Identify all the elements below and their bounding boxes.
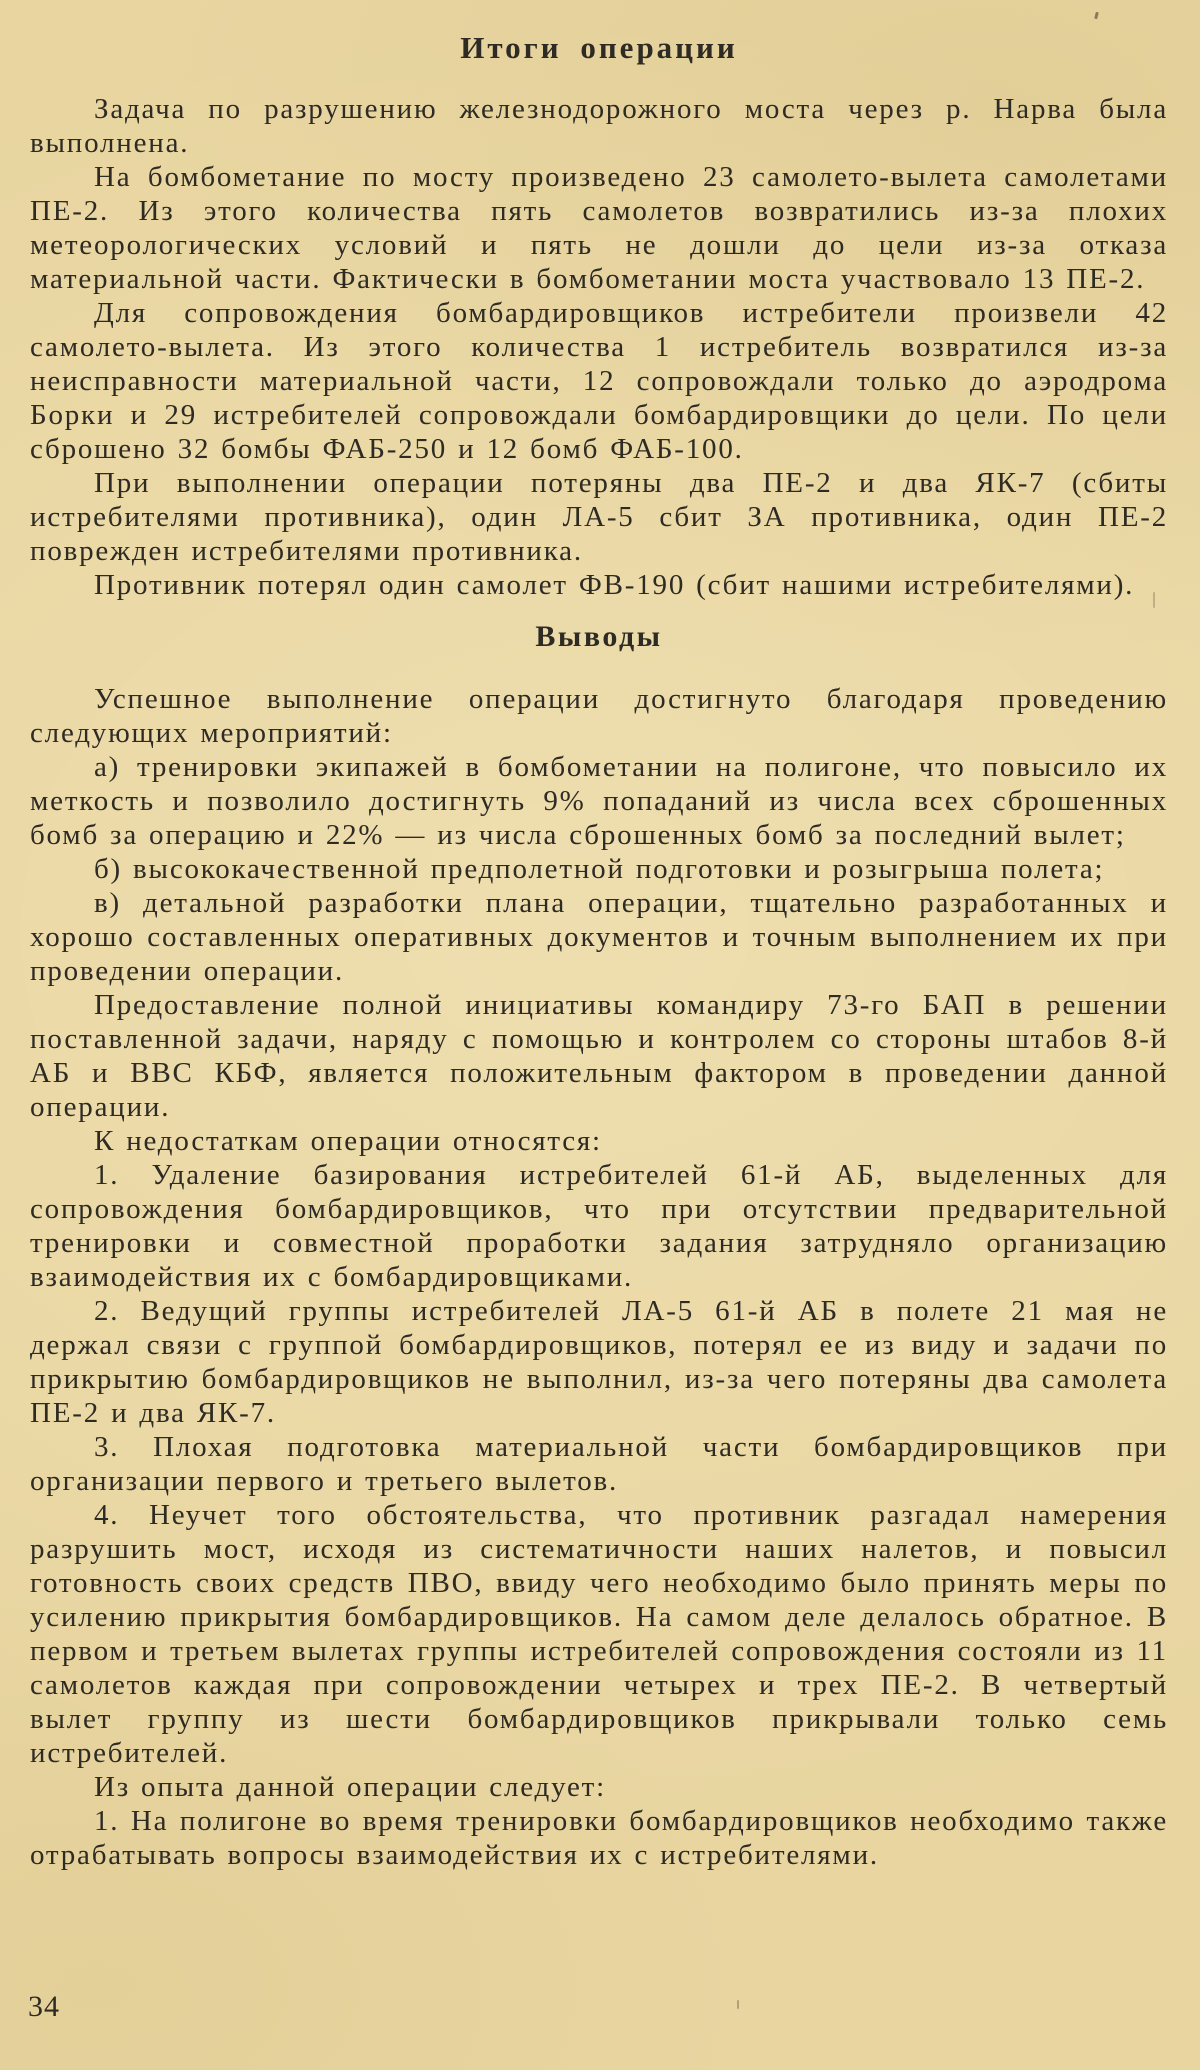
page-number: 34 (28, 1990, 60, 2023)
scan-speck (1153, 592, 1155, 608)
shortcoming-1: 1. Удаление базирования истребителей 61-й АБ, выделенных для сопровождения бомбардировщиков, что при отсутствии предварительной тренировки и совместной проработки задания затрудняло организацию взаимодействия их с бомбардировщиками. (30, 1159, 1168, 1293)
results-paragraph-3: Для сопровождения бомбардировщиков истребители произвели 42 самолето-вылета. Из этого количества 1 истребитель возвратился из-за неисправности материальной части, 12 сопровождали только до аэродрома Борки и 29 истребителей сопровождали бомбардировщики до цели. По цели сброшено 32 бомбы ФАБ-250 и 12 бомб ФАБ-100. (30, 297, 1168, 465)
document-body (30, 92, 1168, 1872)
results-paragraph-1: Задача по разрушению железнодорожного моста через р. Нарва была выполнена. (30, 93, 1168, 159)
conclusions-heading: Выводы (535, 620, 663, 653)
initiative-paragraph: Предоставление полной инициативы командиру 73-го БАП в решении поставленной задачи, наряду с помощью и контролем со стороны штабов 8-й АБ и ВВС КБФ, является положительным фактором в проведении данной операции. (30, 989, 1168, 1123)
results-paragraph-4: При выполнении операции потеряны два ПЕ-2 и два ЯК-7 (сбиты истребителями противника), один ЛА-5 сбит ЗА противника, один ПЕ-2 поврежден истребителями противника. (30, 467, 1168, 567)
shortcoming-4: 4. Неучет того обстоятельства, что противник разгадал намерения разрушить мост, исходя из систематичности наших налетов, и повысил готовность своих средств ПВО, ввиду чего необходимо было принять меры по усилению прикрытия бомбардировщиков. На самом деле делалось обратное. В первом и третьем вылетах группы истребителей сопровождения состояли из 11 самолетов каждая при сопровождении четырех и трех ПЕ-2. В четвертый вылет группу из шести бомбардировщиков прикрывали только семь истребителей. (30, 1499, 1168, 1769)
lessons-intro: Из опыта данной операции следует: (94, 1771, 607, 1803)
scan-speck (737, 2000, 739, 2009)
section-title: Итоги операции (460, 30, 738, 65)
shortcoming-2: 2. Ведущий группы истребителей ЛА-5 61-й АБ в полете 21 мая не держал связи с группой бомбардировщиков, потерял ее из виду и задачи по прикрытию бомбардировщиков не выполнил, из-за чего потеряны два самолета ПЕ-2 и два ЯК-7. (30, 1295, 1168, 1429)
shortcomings-intro: К недостаткам операции относятся: (94, 1125, 602, 1157)
shortcoming-3: 3. Плохая подготовка материальной части бомбардировщиков при организации первого и третьего вылетов. (30, 1431, 1168, 1497)
conclusions-intro: Успешное выполнение операции достигнуто благодаря проведению следующих мероприятий: (30, 683, 1168, 749)
conclusions-item-v: в) детальной разработки плана операции, тщательно разработанных и хорошо составленных оперативных документов и точным выполнением их при проведении операции. (30, 887, 1168, 987)
scan-speck (1094, 12, 1099, 20)
lesson-1: 1. На полигоне во время тренировки бомбардировщиков необходимо также отрабатывать вопросы взаимодействия их с истребителями. (30, 1805, 1168, 1871)
conclusions-item-b: б) высококачественной предполетной подготовки и розыгрыша полета; (94, 853, 1105, 885)
results-paragraph-2: На бомбометание по мосту произведено 23 самолето-вылета самолетами ПЕ-2. Из этого количества пять самолетов возвратились из-за плохих метеорологических условий и пять не дошли до цели из-за отказа материальной части. Фактически в бомбометании моста участвовало 13 ПЕ-2. (30, 161, 1168, 295)
conclusions-item-a: а) тренировки экипажей в бомбометании на полигоне, что повысило их меткость и позволило достигнуть 9% попаданий из числа всех сброшенных бомб за операцию и 22% — из числа сброшенных бомб за последний вылет; (30, 751, 1168, 851)
results-paragraph-5: Противник потерял один самолет ФВ-190 (сбит нашими истребителями). (94, 569, 1135, 601)
